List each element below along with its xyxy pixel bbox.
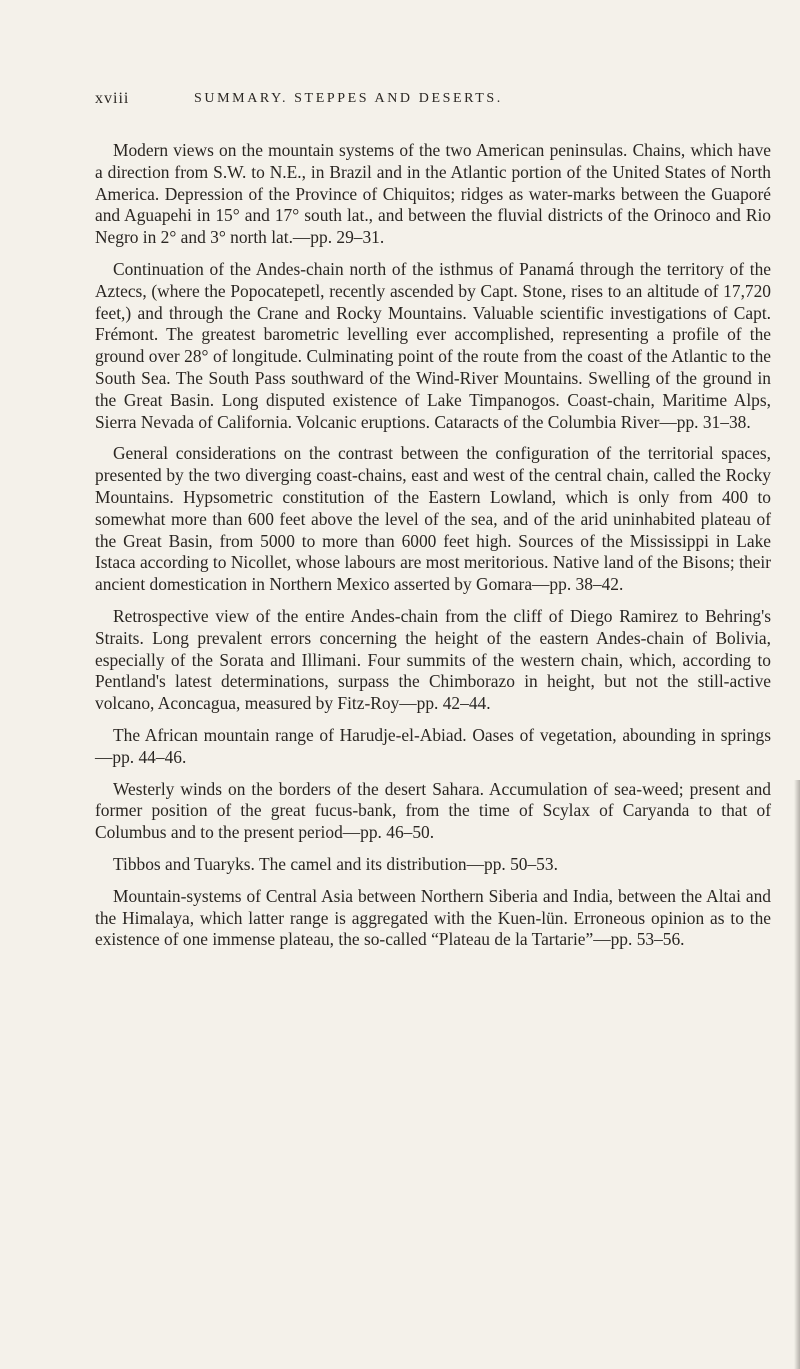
summary-paragraph: General considerations on the contrast between the configuration of the territorial spaces, presented by the two diverging coast-chains, east and west of the central chain, called the Rocky Mountains. Hypsometric constitution of the Eastern Lowland, which is only from 400 to somewhat more than 600 feet above the level of the sea, and of the arid uninhabited plateau of the Great Basin, from 5000 to more than 6000 feet high. Sources of the Mississippi in Lake Istaca according to Nicollet, whose labours are most meritorious. Native land of the Bisons; their ancient domestication in Northern Mexico asserted by Gomara—pp. 38–42. <box>95 443 771 595</box>
running-head <box>95 86 771 116</box>
summary-paragraph: The African mountain range of Harudje-el-Abiad. Oases of vegetation, abounding in springs—pp. 44–46. <box>95 724 771 767</box>
summary-paragraph: Modern views on the mountain systems of the two American peninsulas. Chains, which have a direction from S.W. to N.E., in Brazil and in the Atlantic portion of the United States of North America. Depression of the Province of Chiquitos; ridges as water-marks between the Guaporé and Aguapehi in 15° and 17° south lat., and between the fluvial districts of the Orinoco and Rio Negro in 2° and 3° north lat.—pp. 29–31. <box>95 140 771 248</box>
summary-paragraph: Tibbos and Tuaryks. The camel and its distribution—pp. 50–53. <box>113 853 558 874</box>
page-number: xviii <box>95 90 130 107</box>
summary-body <box>95 140 771 951</box>
page-edge-shadow <box>794 780 800 1369</box>
book-page <box>95 86 771 961</box>
summary-paragraph: Retrospective view of the entire Andes-chain from the cliff of Diego Ramirez to Behring's Straits. Long prevalent errors concerning the height of the eastern Andes-chain of Bolivia, especially of the Sorata and Illimani. Four summits of the western chain, which, according to Pentland's latest determinations, surpass the Chimborazo in height, but not the still-active volcano, Aconcagua, measured by Fitz-Roy—pp. 42–44. <box>95 605 771 714</box>
summary-paragraph: Mountain-systems of Central Asia between Northern Siberia and India, between the Altai and the Himalaya, which latter range is aggregated with the Kuen-lün. Erroneous opinion as to the existence of one immense plateau, the so-called “Plateau de la Tartarie”—pp. 53–56. <box>95 885 771 950</box>
summary-paragraph: Westerly winds on the borders of the desert Sahara. Accumulation of sea-weed; present and former position of the great fucus-bank, from the time of Scylax of Caryanda to that of Columbus and to the present period—pp. 46–50. <box>95 778 771 843</box>
summary-paragraph: Continuation of the Andes-chain north of the isthmus of Panamá through the territory of the Aztecs, (where the Popocatepetl, recently ascended by Capt. Stone, rises to an altitude of 17,720 feet,) and through the Crane and Rocky Mountains. Valuable scientific investigations of Capt. Frémont. The greatest barometric levelling ever accomplished, representing a profile of the ground over 28° of longitude. Culminating point of the route from the coast of the Atlantic to the South Sea. The South Pass southward of the Wind-River Mountains. Swelling of the ground in the Great Basin. Long disputed existence of Lake Timpanogos. Coast-chain, Maritime Alps, Sierra Nevada of California. Volcanic eruptions. Cataracts of the Columbia River—pp. 31–38. <box>95 258 771 432</box>
running-title: SUMMARY. STEPPES AND DESERTS. <box>194 91 503 106</box>
